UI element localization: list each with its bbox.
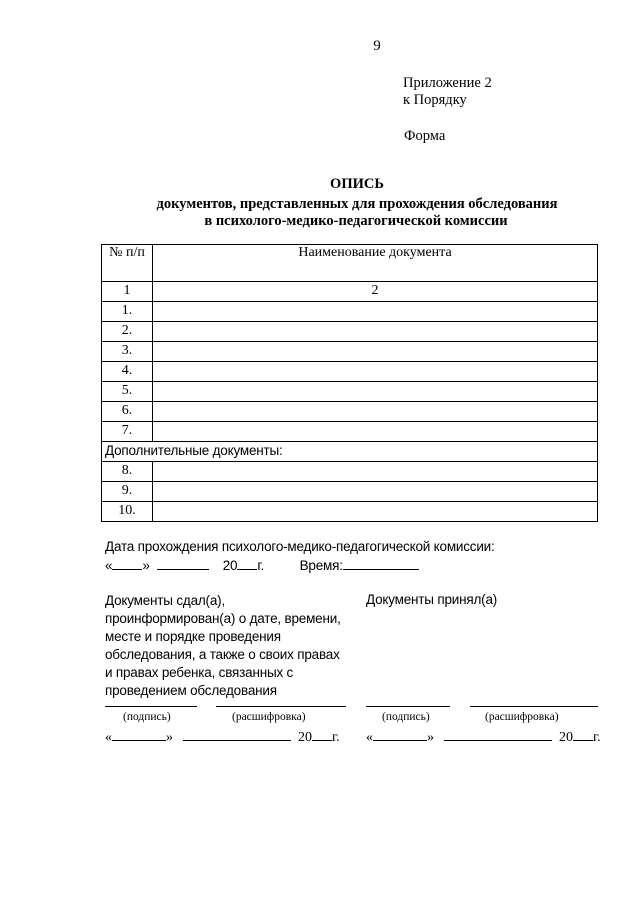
year-prefix: 20 [298,730,312,745]
time-blank[interactable] [343,557,419,570]
table-row [102,462,598,482]
date-open-quote: « [366,730,373,745]
table-row [102,502,598,522]
header-document-name: Наименование документа [153,245,598,282]
row-number: 2. [102,322,153,342]
month-blank[interactable] [444,728,552,741]
caption-decoding: (расшифровка) [232,711,306,723]
day-blank[interactable] [112,557,142,570]
caption-decoding: (расшифровка) [485,711,559,723]
receiver-decoding-line[interactable] [470,696,598,707]
month-blank[interactable] [183,728,291,741]
document-subtitle-line1: документов, представленных для прохождения обследования [156,196,558,212]
table-header-row [102,245,598,282]
row-number: 9. [102,482,153,502]
row-number: 1. [102,302,153,322]
submitter-signature-line[interactable] [105,696,197,707]
table-row [102,422,598,442]
date-close-quote: » [166,730,173,745]
submitter-line: обследования, а также о своих правах [105,647,340,662]
receiver-signature-line[interactable] [366,696,450,707]
year-suffix: г. [593,730,601,745]
row-document-cell[interactable] [153,322,598,342]
form-label: Форма [404,128,446,144]
table-row [102,402,598,422]
submitter-block [105,592,341,700]
row-number: 8. [102,462,153,482]
row-document-cell[interactable] [153,462,598,482]
table-row [102,362,598,382]
date-close-quote: » [427,730,434,745]
submitter-line: проинформирован(а) о дате, времени, [105,611,341,626]
submitter-line: проведением обследования [105,683,277,698]
row-document-cell[interactable] [153,362,598,382]
row-document-cell[interactable] [153,422,598,442]
additional-docs-label: Дополнительные документы: [102,442,598,462]
appendix-label: Приложение 2 [403,75,492,91]
receiver-date-line [366,728,601,746]
date-close-quote: » [142,558,150,573]
day-blank[interactable] [373,728,427,741]
exam-date-line [105,557,419,573]
table-row [102,302,598,322]
exam-date-label: Дата прохождения психолого-медико-педагогической комиссии: [105,539,495,554]
additional-docs-row [102,442,598,462]
row-document-cell[interactable] [153,302,598,322]
table-row [102,322,598,342]
time-label: Время: [299,558,343,573]
documents-table [101,244,598,522]
submitter-decoding-line[interactable] [216,696,346,707]
index-col-1: 1 [102,282,153,302]
submitter-line: и правах ребенка, связанных с [105,665,294,680]
year-prefix: 20 [222,558,238,573]
index-col-2: 2 [153,282,598,302]
row-number: 7. [102,422,153,442]
submitter-date-line [105,728,340,746]
row-document-cell[interactable] [153,482,598,502]
date-open-quote: « [105,730,112,745]
row-number: 5. [102,382,153,402]
row-document-cell[interactable] [153,342,598,362]
header-number: № п/п [102,245,153,282]
row-number: 10. [102,502,153,522]
table-index-row [102,282,598,302]
receiver-label: Документы принял(а) [366,592,498,607]
row-number: 4. [102,362,153,382]
document-title: ОПИСЬ [330,176,384,192]
caption-signature: (подпись) [382,711,430,723]
row-number: 6. [102,402,153,422]
row-number: 3. [102,342,153,362]
row-document-cell[interactable] [153,402,598,422]
year-blank[interactable] [573,728,593,741]
table-row [102,482,598,502]
date-open-quote: « [105,558,113,573]
year-prefix: 20 [559,730,573,745]
document-subtitle-line2: в психолого-медико-педагогической комиссии [204,213,508,229]
year-suffix: г. [257,558,265,573]
year-suffix: г. [332,730,340,745]
year-blank[interactable] [312,728,332,741]
appendix-reference: к Порядку [403,92,467,108]
submitter-line: месте и порядке проведения [105,629,281,644]
caption-signature: (подпись) [123,711,171,723]
row-document-cell[interactable] [153,382,598,402]
year-blank[interactable] [237,557,257,570]
page-number: 9 [373,38,381,54]
day-blank[interactable] [112,728,166,741]
month-blank[interactable] [157,557,209,570]
table-row [102,382,598,402]
row-document-cell[interactable] [153,502,598,522]
submitter-line: Документы сдал(а), [105,593,226,608]
table-row [102,342,598,362]
